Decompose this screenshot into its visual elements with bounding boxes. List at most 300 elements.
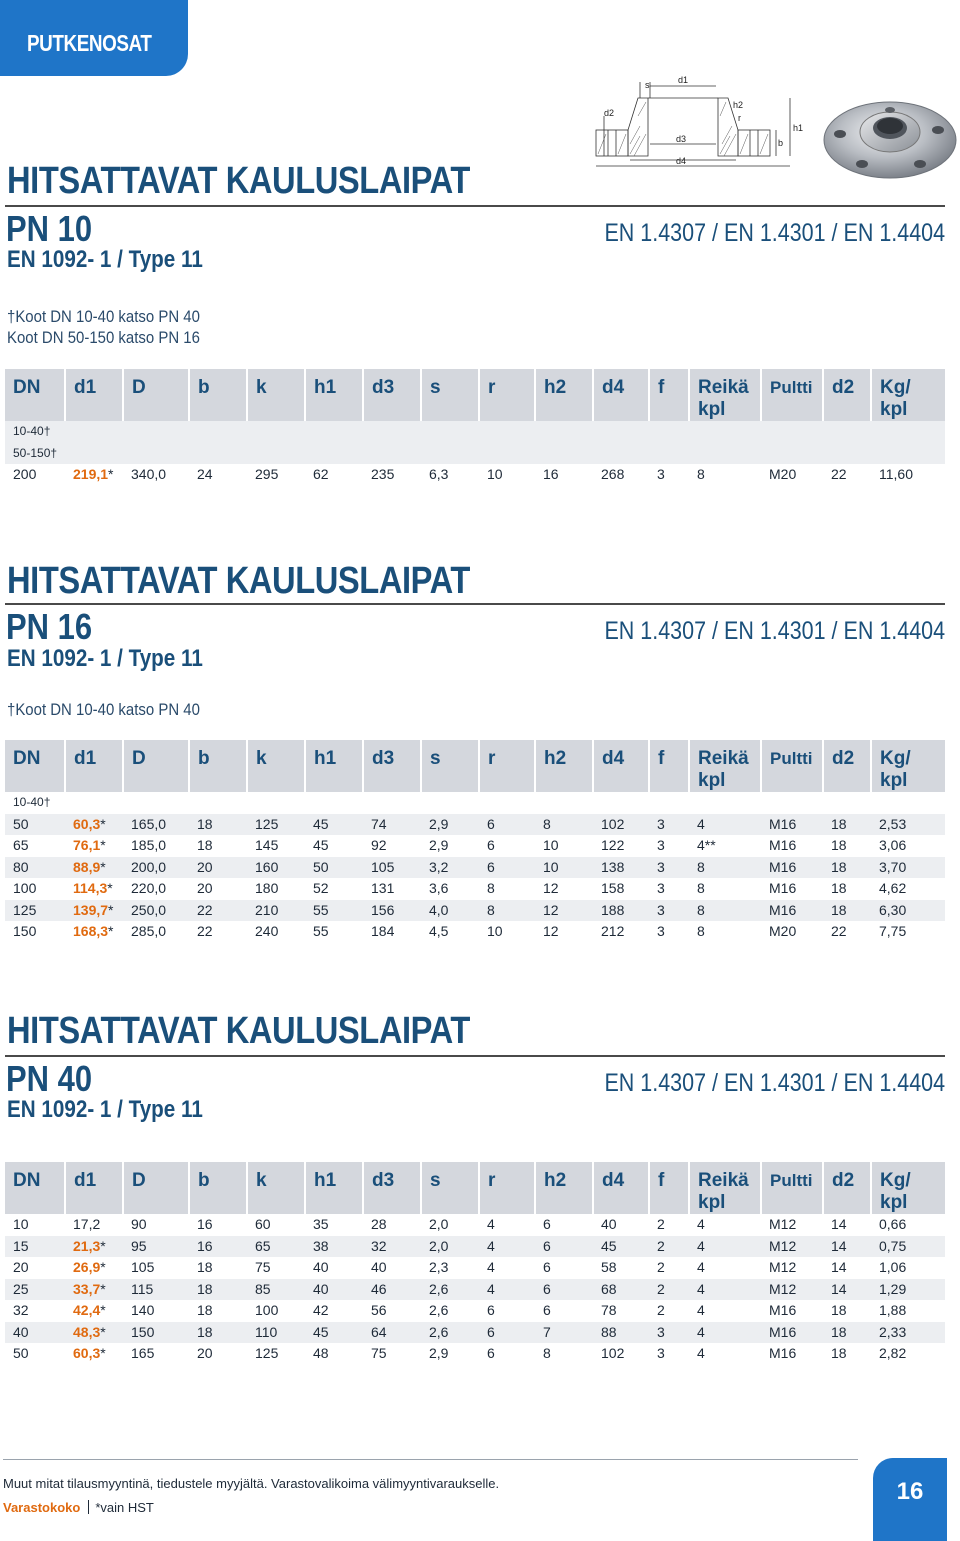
cell-value — [649, 443, 689, 465]
cell-value: 1,29 — [871, 1279, 945, 1301]
cell-value: 6 — [479, 1300, 535, 1322]
standard-label: EN 1092- 1 / Type 11 — [7, 1096, 203, 1123]
column-header — [649, 740, 689, 792]
cell-value: 10 — [535, 857, 593, 879]
table-row — [5, 1236, 945, 1258]
table-header-row — [5, 369, 945, 421]
cell-d1-hst-marker: * — [107, 880, 113, 896]
cell-dn: 150 — [5, 921, 65, 943]
cell-d1-value: 26,9 — [73, 1259, 101, 1275]
column-header — [363, 1162, 421, 1214]
cell-d1 — [65, 464, 123, 486]
cell-value: M20 — [761, 464, 823, 486]
cell-value: 268 — [593, 464, 649, 486]
cell-value — [823, 421, 871, 443]
cell-value: 2,53 — [871, 814, 945, 836]
spec-table-pn16 — [5, 740, 945, 943]
column-header — [649, 1162, 689, 1214]
column-header — [593, 369, 649, 421]
cell-value: M20 — [761, 921, 823, 943]
cell-value: M16 — [761, 900, 823, 922]
cell-value: 6 — [535, 1279, 593, 1301]
column-header-unit: kpl — [880, 1192, 908, 1213]
cell-value: M16 — [761, 878, 823, 900]
cell-value: 20 — [189, 878, 247, 900]
cell-value — [479, 792, 535, 814]
cell-value: 65 — [247, 1236, 305, 1258]
cell-value: 210 — [247, 900, 305, 922]
column-header — [65, 740, 123, 792]
cell-value — [123, 792, 189, 814]
column-header-label: r — [488, 748, 496, 769]
column-header — [689, 369, 761, 421]
column-header-unit: kpl — [698, 399, 726, 420]
column-header — [247, 1162, 305, 1214]
column-header-label: Kg/ — [880, 748, 911, 769]
category-tab — [0, 0, 188, 76]
cell-value: 14 — [823, 1236, 871, 1258]
table-row — [5, 421, 945, 443]
cell-value: 42 — [305, 1300, 363, 1322]
cell-dn: 20 — [5, 1257, 65, 1279]
cell-value: 55 — [305, 921, 363, 943]
column-header — [761, 1162, 823, 1214]
column-header — [761, 740, 823, 792]
cell-value: 180 — [247, 878, 305, 900]
section-title: HITSATTAVAT KAULUSLAIPAT — [7, 560, 470, 602]
column-header-label: Pultti — [770, 378, 813, 397]
size-note: †Koot DN 10-40 katso PN 40 — [7, 307, 200, 326]
column-header-label: Kg/ — [880, 1170, 911, 1191]
table-row — [5, 921, 945, 943]
column-header — [823, 369, 871, 421]
table-row — [5, 835, 945, 857]
cell-d1-hst-marker: * — [100, 1280, 106, 1297]
table-row — [5, 792, 945, 814]
cell-value: 8 — [689, 464, 761, 486]
cell-dn: 100 — [5, 878, 65, 900]
cell-value: 4 — [479, 1236, 535, 1258]
cell-value: 14 — [823, 1257, 871, 1279]
cell-value: 8 — [689, 857, 761, 879]
legend-separator — [88, 1500, 89, 1514]
cell-value: 16 — [189, 1236, 247, 1258]
column-header — [823, 740, 871, 792]
footer-legend — [3, 1500, 154, 1515]
spec-table-pn10 — [5, 369, 945, 486]
cell-d1-value: 48,3 — [73, 1323, 101, 1340]
cell-value: 45 — [593, 1236, 649, 1258]
cell-value: 7,75 — [871, 921, 945, 943]
cell-value: M16 — [761, 1300, 823, 1322]
cell-dn: 40 — [5, 1322, 65, 1344]
cell-value: 88 — [593, 1322, 649, 1344]
column-header — [689, 740, 761, 792]
column-header-unit: kpl — [698, 770, 726, 791]
column-header — [479, 740, 535, 792]
cell-value — [689, 443, 761, 465]
cell-d1 — [65, 1300, 123, 1322]
cell-d1-hst-marker: * — [108, 466, 114, 482]
cell-dn: 10 — [5, 1214, 65, 1236]
cell-value — [189, 443, 247, 465]
cell-value: 68 — [593, 1279, 649, 1301]
pressure-class: PN 40 — [6, 1058, 93, 1099]
column-header — [247, 369, 305, 421]
pressure-class: PN 16 — [6, 606, 93, 647]
cell-value: 2,82 — [871, 1343, 945, 1365]
cell-value: 240 — [247, 921, 305, 943]
cell-value: 2,0 — [421, 1214, 479, 1236]
column-header — [871, 1162, 945, 1214]
cell-value: M12 — [761, 1214, 823, 1236]
cell-d1 — [65, 443, 123, 465]
material-grades: EN 1.4307 / EN 1.4301 / EN 1.4404 — [604, 617, 945, 645]
column-header — [535, 740, 593, 792]
column-header-label: d2 — [832, 748, 855, 769]
cell-value: M12 — [761, 1236, 823, 1258]
cell-value: M16 — [761, 814, 823, 836]
cell-value — [535, 443, 593, 465]
table-row — [5, 814, 945, 836]
cell-dn: 50 — [5, 1343, 65, 1365]
cell-value: 7 — [535, 1322, 593, 1344]
cell-value: 6 — [535, 1300, 593, 1322]
cell-d1 — [65, 857, 123, 879]
column-header-label: DN — [13, 377, 41, 398]
standard-label: EN 1092- 1 / Type 11 — [7, 246, 203, 273]
cell-dn: 200 — [5, 464, 65, 486]
cell-value — [305, 792, 363, 814]
cell-value: 6 — [535, 1257, 593, 1279]
cell-d1-value: 76,1 — [73, 837, 101, 853]
column-header-label: d1 — [74, 1170, 97, 1191]
table-header-row — [5, 1162, 945, 1214]
cell-value: 3 — [649, 835, 689, 857]
cell-value: 105 — [363, 857, 421, 879]
cell-value: 0,75 — [871, 1236, 945, 1258]
column-header-unit: kpl — [698, 1192, 726, 1213]
cell-value — [363, 421, 421, 443]
cell-value — [593, 792, 649, 814]
footer-divider — [3, 1459, 858, 1460]
cell-value: 100 — [247, 1300, 305, 1322]
cell-value — [305, 421, 363, 443]
cell-d1-value: 88,9 — [73, 858, 101, 875]
column-header — [535, 369, 593, 421]
column-header-label: DN — [13, 748, 41, 769]
cell-value: 6 — [479, 1322, 535, 1344]
cell-value: 22 — [189, 921, 247, 943]
cell-value: 10 — [535, 835, 593, 857]
legend-hst-only: *vain HST — [95, 1500, 154, 1515]
table-row — [5, 878, 945, 900]
cell-dn: 10-40† — [5, 792, 65, 814]
cell-d1-value: 60,3 — [73, 815, 101, 832]
cell-value: 2,9 — [421, 1343, 479, 1365]
cell-d1-hst-marker: * — [108, 923, 114, 939]
standard-label: EN 1092- 1 / Type 11 — [7, 645, 203, 672]
cell-value: 115 — [123, 1279, 189, 1301]
cell-value: 58 — [593, 1257, 649, 1279]
cell-value: 105 — [123, 1257, 189, 1279]
cell-value: 131 — [363, 878, 421, 900]
cell-value: 35 — [305, 1214, 363, 1236]
column-header — [65, 369, 123, 421]
cell-value: 3,06 — [871, 835, 945, 857]
cell-value: 110 — [247, 1322, 305, 1344]
cell-value: 62 — [305, 464, 363, 486]
column-header-label: s — [430, 377, 441, 398]
column-header-label: d1 — [74, 748, 97, 769]
cell-value: 102 — [593, 814, 649, 836]
cell-value: 2,0 — [421, 1236, 479, 1258]
column-header — [123, 740, 189, 792]
cell-value — [761, 792, 823, 814]
cell-value: 12 — [535, 878, 593, 900]
cell-value: 8 — [479, 900, 535, 922]
cell-value — [823, 792, 871, 814]
column-header — [871, 369, 945, 421]
table-row — [5, 900, 945, 922]
cell-value: 2,3 — [421, 1257, 479, 1279]
column-header-label: b — [198, 377, 210, 398]
column-header-label: D — [132, 748, 146, 769]
cell-d1-value: 21,3 — [73, 1237, 101, 1254]
column-header-label: r — [488, 377, 496, 398]
column-header-label: s — [430, 1170, 441, 1191]
cell-d1-value: 114,3 — [73, 880, 108, 896]
column-header-label: b — [198, 748, 210, 769]
column-header-label: d2 — [832, 377, 855, 398]
cell-value: 52 — [305, 878, 363, 900]
cell-value: M16 — [761, 1322, 823, 1344]
cell-value: M16 — [761, 857, 823, 879]
cell-value: 4 — [689, 1300, 761, 1322]
section-title: HITSATTAVAT KAULUSLAIPAT — [7, 1010, 470, 1052]
cell-d1-hst-marker: * — [100, 1302, 106, 1318]
cell-value — [421, 792, 479, 814]
cell-value: 185,0 — [123, 835, 189, 857]
column-header-label: s — [430, 748, 441, 769]
cell-value: 4,0 — [421, 900, 479, 922]
cell-value: 340,0 — [123, 464, 189, 486]
cell-value: 3,70 — [871, 857, 945, 879]
cell-value: 184 — [363, 921, 421, 943]
cell-value: 156 — [363, 900, 421, 922]
cell-value: 95 — [123, 1236, 189, 1258]
cell-value: 50 — [305, 857, 363, 879]
cell-dn: 65 — [5, 835, 65, 857]
cell-value — [593, 421, 649, 443]
cell-value: 8 — [689, 878, 761, 900]
cell-d1-value: 60,3 — [73, 1345, 101, 1361]
cell-value: 4 — [689, 814, 761, 836]
cell-value: 11,60 — [871, 464, 945, 486]
table-row — [5, 1214, 945, 1236]
material-grades: EN 1.4307 / EN 1.4301 / EN 1.4404 — [604, 219, 945, 247]
cell-value: 22 — [189, 900, 247, 922]
cell-value: 2,6 — [421, 1300, 479, 1322]
cell-value: 285,0 — [123, 921, 189, 943]
cell-value: 140 — [123, 1300, 189, 1322]
cell-d1-hst-marker: * — [108, 901, 114, 918]
cell-d1 — [65, 1343, 123, 1365]
cell-value: 18 — [823, 900, 871, 922]
column-header — [5, 740, 65, 792]
cell-value: 200,0 — [123, 857, 189, 879]
column-header — [123, 369, 189, 421]
cell-value: 14 — [823, 1279, 871, 1301]
cell-value: 45 — [305, 814, 363, 836]
pressure-class: PN 10 — [6, 208, 93, 249]
cell-value: 6,30 — [871, 900, 945, 922]
table-row — [5, 1279, 945, 1301]
drawing-label-d2: d2 — [604, 108, 615, 118]
column-header-label: f — [658, 1170, 665, 1191]
table-row — [5, 443, 945, 465]
cell-d1-value: 139,7 — [73, 901, 109, 918]
cell-value: 18 — [189, 835, 247, 857]
cell-value: 158 — [593, 878, 649, 900]
column-header-label: h1 — [314, 377, 337, 398]
cell-d1-value: 219,1 — [73, 466, 109, 482]
column-header-label: f — [658, 377, 665, 398]
column-header-label: h1 — [314, 1170, 337, 1191]
cell-d1 — [65, 1214, 123, 1236]
cell-d1-value: 42,4 — [73, 1302, 101, 1318]
cell-d1-hst-marker: * — [100, 1345, 106, 1361]
column-header — [363, 369, 421, 421]
table-header-row — [5, 740, 945, 792]
cell-value: 45 — [305, 835, 363, 857]
column-header — [5, 1162, 65, 1214]
cell-value — [649, 421, 689, 443]
cell-d1 — [65, 1279, 123, 1301]
page-number: 16 — [896, 1478, 924, 1505]
cell-value: 28 — [363, 1214, 421, 1236]
cell-value: 4 — [689, 1236, 761, 1258]
cell-value: 4,62 — [871, 878, 945, 900]
cell-value: 4 — [479, 1279, 535, 1301]
cell-value: 2 — [649, 1257, 689, 1279]
cell-d1 — [65, 792, 123, 814]
column-header — [305, 1162, 363, 1214]
column-header — [479, 369, 535, 421]
column-header — [823, 1162, 871, 1214]
cell-value: 18 — [823, 1322, 871, 1344]
cell-d1 — [65, 421, 123, 443]
cell-value: 60 — [247, 1214, 305, 1236]
cell-d1-hst-marker: * — [100, 1237, 106, 1254]
size-note: Koot DN 50-150 katso PN 16 — [7, 328, 200, 347]
section-divider — [5, 603, 945, 605]
cell-value: 4** — [689, 835, 761, 857]
column-header — [871, 740, 945, 792]
cell-value: 138 — [593, 857, 649, 879]
cell-value — [189, 421, 247, 443]
cell-value: 6 — [479, 857, 535, 879]
column-header-label: d1 — [74, 377, 97, 398]
column-header-label: Reikä — [698, 1170, 749, 1191]
cell-value: 125 — [247, 814, 305, 836]
cell-value: 18 — [189, 1279, 247, 1301]
drawing-label-d3: d3 — [676, 134, 687, 144]
column-header-label: Reikä — [698, 748, 749, 769]
table-row — [5, 1343, 945, 1365]
cell-dn: 50 — [5, 814, 65, 836]
drawing-label-r: r — [738, 113, 741, 123]
cell-value: M12 — [761, 1257, 823, 1279]
cell-value: 4 — [689, 1279, 761, 1301]
column-header-label: D — [132, 1170, 146, 1191]
cell-value: 4 — [689, 1214, 761, 1236]
cell-value: 12 — [535, 921, 593, 943]
cell-value: 165 — [123, 1343, 189, 1365]
cell-value: 8 — [689, 921, 761, 943]
size-note: †Koot DN 10-40 katso PN 40 — [7, 700, 200, 719]
cell-value: 18 — [823, 878, 871, 900]
table-row — [5, 857, 945, 879]
column-header-label: h2 — [544, 748, 567, 769]
column-header-label: h2 — [544, 1170, 567, 1191]
drawing-label-h2: h2 — [733, 100, 744, 110]
drawing-label-d1: d1 — [678, 76, 689, 85]
cell-value: 102 — [593, 1343, 649, 1365]
cell-value: 2 — [649, 1279, 689, 1301]
column-header-label: D — [132, 377, 146, 398]
cell-value: 250,0 — [123, 900, 189, 922]
cell-d1 — [65, 900, 123, 922]
cell-value: 6 — [479, 835, 535, 857]
cell-dn: 15 — [5, 1236, 65, 1258]
cell-value: 18 — [189, 1300, 247, 1322]
footer-note: Muut mitat tilausmyyntinä, tiedustele myyjältä. Varastovalikoima välimyyntivaraukselle. — [3, 1476, 500, 1491]
column-header — [761, 369, 823, 421]
cell-value: 125 — [247, 1343, 305, 1365]
table-row — [5, 1257, 945, 1279]
cell-value — [247, 421, 305, 443]
cell-value: 92 — [363, 835, 421, 857]
cell-value: 2,9 — [421, 835, 479, 857]
cell-value — [363, 792, 421, 814]
cell-value: 8 — [689, 900, 761, 922]
cell-value: 3,2 — [421, 857, 479, 879]
table-row — [5, 1322, 945, 1344]
cell-value: 3 — [649, 900, 689, 922]
column-header-label: b — [198, 1170, 210, 1191]
cell-value: 235 — [363, 464, 421, 486]
cell-value: 2,33 — [871, 1322, 945, 1344]
cell-value — [871, 792, 945, 814]
cell-value: 55 — [305, 900, 363, 922]
cell-value: 14 — [823, 1214, 871, 1236]
column-header — [189, 740, 247, 792]
cell-value: 38 — [305, 1236, 363, 1258]
spec-table-pn40 — [5, 1162, 945, 1365]
cell-value: 46 — [363, 1279, 421, 1301]
cell-d1-hst-marker: * — [100, 837, 106, 853]
cell-d1 — [65, 1257, 123, 1279]
column-header-label: k — [256, 1170, 267, 1191]
cell-value: 10 — [479, 921, 535, 943]
cell-value: 8 — [479, 878, 535, 900]
legend-stock-size: Varastokoko — [3, 1500, 81, 1515]
cell-value: 4 — [689, 1322, 761, 1344]
column-header-label: d4 — [602, 377, 625, 398]
column-header-label: k — [256, 377, 267, 398]
cell-value: 150 — [123, 1322, 189, 1344]
